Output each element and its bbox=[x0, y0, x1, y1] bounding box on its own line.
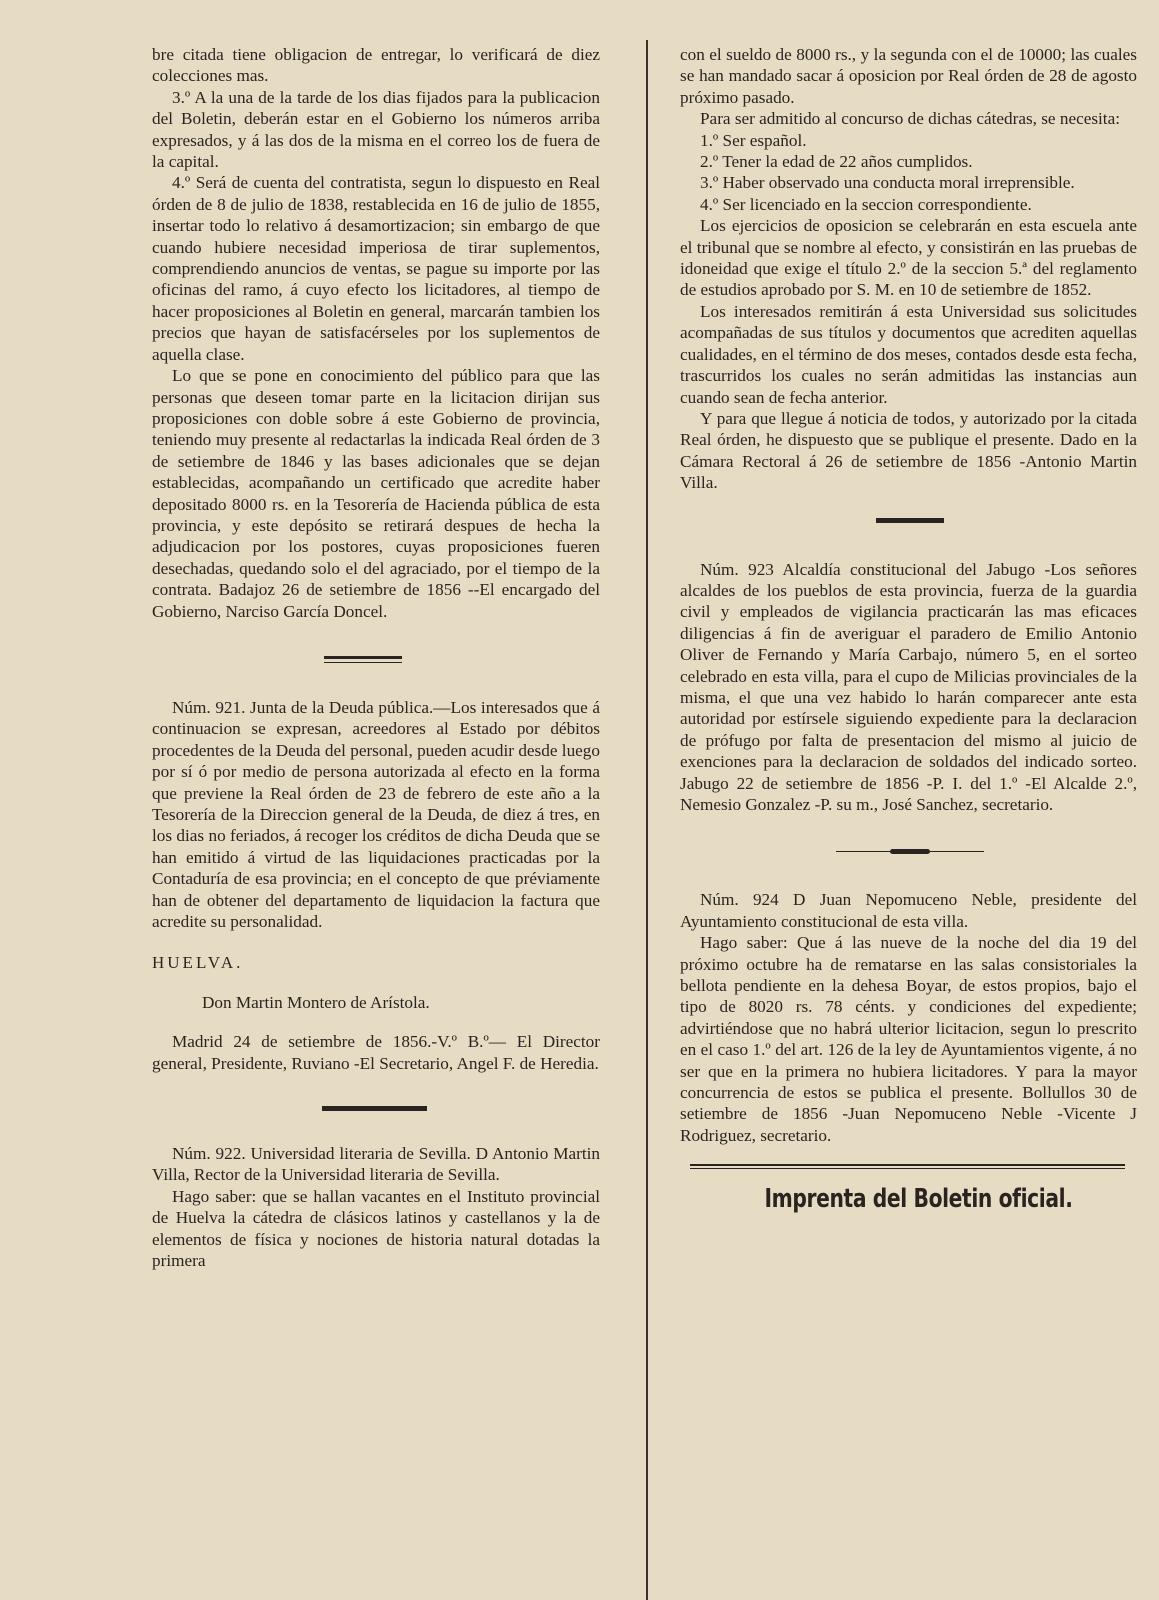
notice-923: Núm. 923 Alcaldía constitucional del Jabugo -Los señores alcaldes de los pueblos de esta provincia, fuerza de la guardia civil y empleados de vigilancia practicarán las mas eficaces diligencias á fin de averiguar el paradero de Emilio Antonio Oliver de Fernando y María Carbajo, número 5, en el sorteo celebrado en esta villa, para el cupo de Milicias provinciales de la misma, el que una vez habido lo harán comparecer ante esta autoridad por estírsele siguiendo expediente para la declaracion de prófugo por falta de presentacion del mismo al juicio de exenciones para la declaracion de soldados del indicado sorteo. Jabugo 22 de setiembre de 1856 -P. I. del 1.º -El Alcalde 2.º, Nemesio Gonzalez -P. su m., José Sanchez, secretario. bbox=[680, 559, 1137, 814]
paragraph: 4.º Será de cuenta del contratista, segun lo dispuesto en Real órden de 8 de julio de 1838, restablecida en 16 de julio de 1855, insertar todo lo relativo á desamortizacion; sin embargo de que cuando hubiere necesidad imperiosa de tirar suplementos, comprendiendo anuncios de ventas, se pague su importe por las oficinas del ramo, á cuyo efecto los licitadores, al tiempo de hacer proposiciones al Boletin en general, marcarán tambien los precios que hayan de satisfacérseles por los suplementos de aquella clase. bbox=[152, 173, 600, 364]
paragraph: bre citada tiene obligacion de entregar, lo verificará de diez colecciones mas. bbox=[152, 45, 600, 86]
paragraph: Los ejercicios de oposicion se celebrarán en esta escuela ante el tribunal que se nombre al efecto, y consistirán en las pruebas de idoneidad que exige el título 2.º de la seccion 5.ª del reglamento de estudios aprobado por S. M. en 10 de setiembre de 1852. bbox=[680, 216, 1137, 300]
requirement-item: 4.º Ser licenciado en la seccion correspondiente. bbox=[700, 194, 1032, 214]
requirement-item: 3.º Haber observado una conducta moral irreprensible. bbox=[700, 173, 1075, 193]
notice-name: Don Martin Montero de Arístola. bbox=[202, 992, 430, 1012]
notice-921: Núm. 921. Junta de la Deuda pública.—Los interesados que á continuacion se expresan, acreedores al Estado por débitos procedentes de la Deuda del personal, pueden acudir desde luego por sí ó por medio de persona autorizada al efecto en la forma que previene la Real órden de 23 de febrero de este año a la Tesorería de la Direccion general de la Deuda, de diez á tres, en los dias no feriados, á recoger los créditos de dicha Deuda que se han emitido á virtud de las liquidaciones practicadas por la Contaduría de esa provincia; en el concepto de que préviamente han de obtener del departamento de liquidacion la factura que acredite su personalidad. bbox=[152, 697, 600, 932]
paragraph: con el sueldo de 8000 rs., y la segunda con el de 10000; las cuales se han mandado sacar á oposicion por Real órden de 28 de agosto próximo pasado. bbox=[680, 45, 1137, 107]
requirement-item: 1.º Ser español. bbox=[700, 130, 807, 150]
paragraph: Para ser admitido al concurso de dichas cátedras, se necesita: bbox=[700, 109, 1120, 129]
separator-rule bbox=[322, 1106, 427, 1111]
notice-924: Núm. 924 D Juan Nepomuceno Neble, presidente del Ayuntamiento constitucional de esta villa. bbox=[680, 890, 1137, 931]
paragraph: Madrid 24 de setiembre de 1856.-V.º B.º— El Director general, Presidente, Ruviano -El Secretario, Angel F. de Heredia. bbox=[152, 1032, 600, 1073]
column-divider bbox=[646, 40, 648, 1600]
right-column bbox=[680, 44, 1137, 1215]
separator-rule bbox=[324, 656, 402, 663]
requirement-item: 2.º Tener la edad de 22 años cumplidos. bbox=[700, 152, 973, 172]
notice-922: Núm. 922. Universidad literaria de Sevilla. D Antonio Martin Villa, Rector de la Universidad literaria de Sevilla. bbox=[152, 1144, 600, 1185]
separator-rule bbox=[876, 518, 944, 523]
imprint-title: Imprenta del Boletin oficial. bbox=[764, 1184, 1073, 1215]
paragraph: Hago saber: Que á las nueve de la noche del dia 19 del próximo octubre ha de rematarse en las salas consistoriales la bellota pendiente en la dehesa Boyar, de estos propios, bajo el tipo de 8020 rs. 78 cénts. y condiciones del expediente; advirtiéndose que no habrá ulterior licitacion, segun lo prescrito en el caso 1.º del art. 126 de la ley de Ayuntamientos vigente, á no ser que en la primera no hubiera licitadores. Y para la mayor concurrencia de estos se publica el presente. Bollullos 30 de setiembre de 1856 -Juan Nepomuceno Neble -Vicente J Rodriguez, secretario. bbox=[680, 933, 1137, 1145]
separator-rule bbox=[690, 1164, 1125, 1169]
paragraph: Los interesados remitirán á esta Universidad sus solicitudes acompañadas de sus títulos y documentos que acrediten aquellas cualidades, en el término de dos meses, contados desde esta fecha, trascurridos los cuales no serán admitidas las instancias aun cuando sean de fecha anterior. bbox=[680, 301, 1137, 407]
separator-ornament bbox=[836, 847, 984, 857]
paragraph: Lo que se pone en conocimiento del público para que las personas que deseen tomar parte en la licitacion dirijan sus proposiciones con doble sobre á este Gobierno de provincia, teniendo muy presente al redactarlas la indicada Real órden de 3 de setiembre de 1846 y las bases adicionales que se dejan establecidas, acompañando un certificado que acredite haber depositado 8000 rs. en la Tesorería de Hacienda pública de esta provincia, y este depósito se retirará despues de hecha la adjudicacion por los postores, cuyas proposiciones fueren desechadas, quedando solo el del agraciado, por el tiempo de la contrata. Badajoz 26 de setiembre de 1856 --El encargado del Gobierno, Narciso García Doncel. bbox=[152, 366, 600, 621]
paragraph: Hago saber: que se hallan vacantes en el Instituto provincial de Huelva la cátedra de clásicos latinos y castellanos y la de elementos de física y nociones de historia natural dotadas la primera bbox=[152, 1186, 600, 1271]
section-heading: HUELVA. bbox=[152, 953, 244, 973]
paragraph: Y para que llegue á noticia de todos, y autorizado por la citada Real órden, he dispuesto que se publique el presente. Dado en la Cámara Rectoral á 26 de setiembre de 1856 -Antonio Martin Villa. bbox=[680, 408, 1137, 493]
left-column bbox=[152, 44, 600, 1272]
paragraph: 3.º A la una de la tarde de los dias fijados para la publicacion del Boletin, deberán estar en el Gobierno los números arriba expresados, y á las dos de la misma en el correo los de fuera de la capital. bbox=[152, 87, 600, 172]
